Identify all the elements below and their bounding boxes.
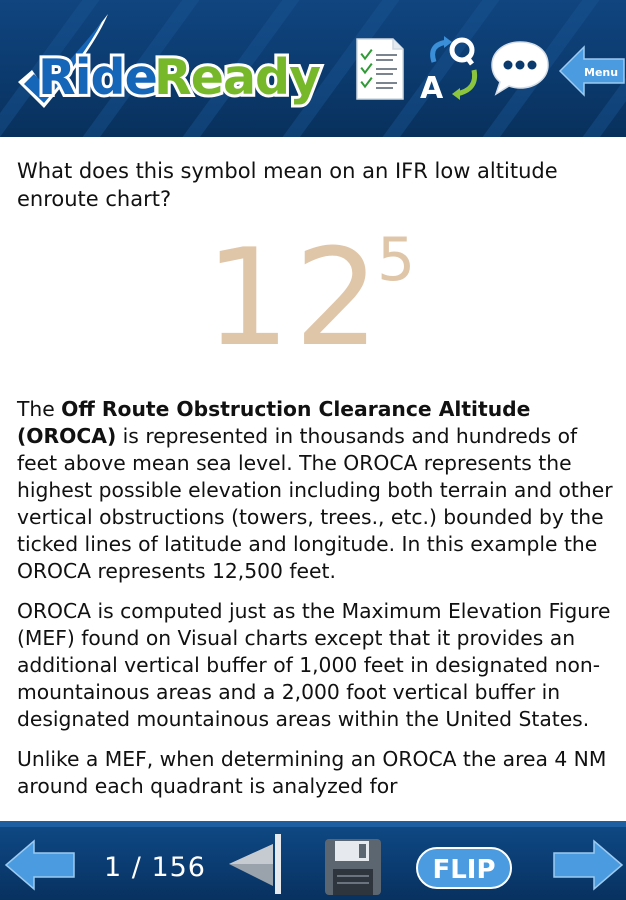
menu-label: Menu [584,66,619,79]
question-text: What does this symbol mean on an IFR low altitude enroute chart? [17,159,558,211]
logo-ride-text: Ride [38,49,157,106]
flip-label: FLIP [432,855,496,885]
ride-ready-logo [4,8,334,126]
symbol-thousands: 12 [205,222,384,352]
flashcard-content[interactable] [0,137,626,815]
chat-icon[interactable] [490,40,550,96]
translate-icon[interactable] [418,36,484,102]
oroca-symbol [205,222,430,352]
logo-ready-text: Ready [154,49,321,106]
symbol-hundreds: 5 [377,225,416,295]
answer-text [17,396,615,813]
oroca-term: Off Route Obstruction Clearance Altitude [61,397,531,421]
checklist-icon[interactable] [353,37,405,101]
answer-paragraph-1: The Off Route Obstruction Clearance Altitude (OROCA) is represented in thousands and hundreds of feet above mean sea level. The OROCA represents the highest possible elevation including both terrain and other vertical obstructions (towers, trees., etc.) bounded by the ticked lines of latitude and longitude. In this example the OROCA represents 12,500 feet. [17,397,613,583]
flip-button[interactable] [416,847,512,889]
menu-icon[interactable] [558,45,626,97]
answer-paragraph-3: Unlike a MEF, when determining an OROCA the area 4 NM around each quadrant is analyzed for [17,747,607,798]
svg-text:A: A [420,71,444,102]
footer-divider [0,821,626,827]
oroca-abbrev: (OROCA) [17,424,117,448]
app-header [0,0,626,137]
answer-paragraph-2: OROCA is computed just as the Maximum Elevation Figure (MEF) found on Visual charts except that it provides an additional vertical buffer of 1,000 feet in designated non-mountainous areas and a 2,000 foot vertical buffer in designated mountainous areas within the United States. [17,599,611,731]
bookmark-icon[interactable] [225,834,283,894]
save-icon[interactable] [323,837,383,897]
next-card-button[interactable] [552,839,624,891]
page-counter: 1 / 156 [104,852,206,883]
prev-card-button[interactable] [4,839,76,891]
app-footer [0,821,626,900]
